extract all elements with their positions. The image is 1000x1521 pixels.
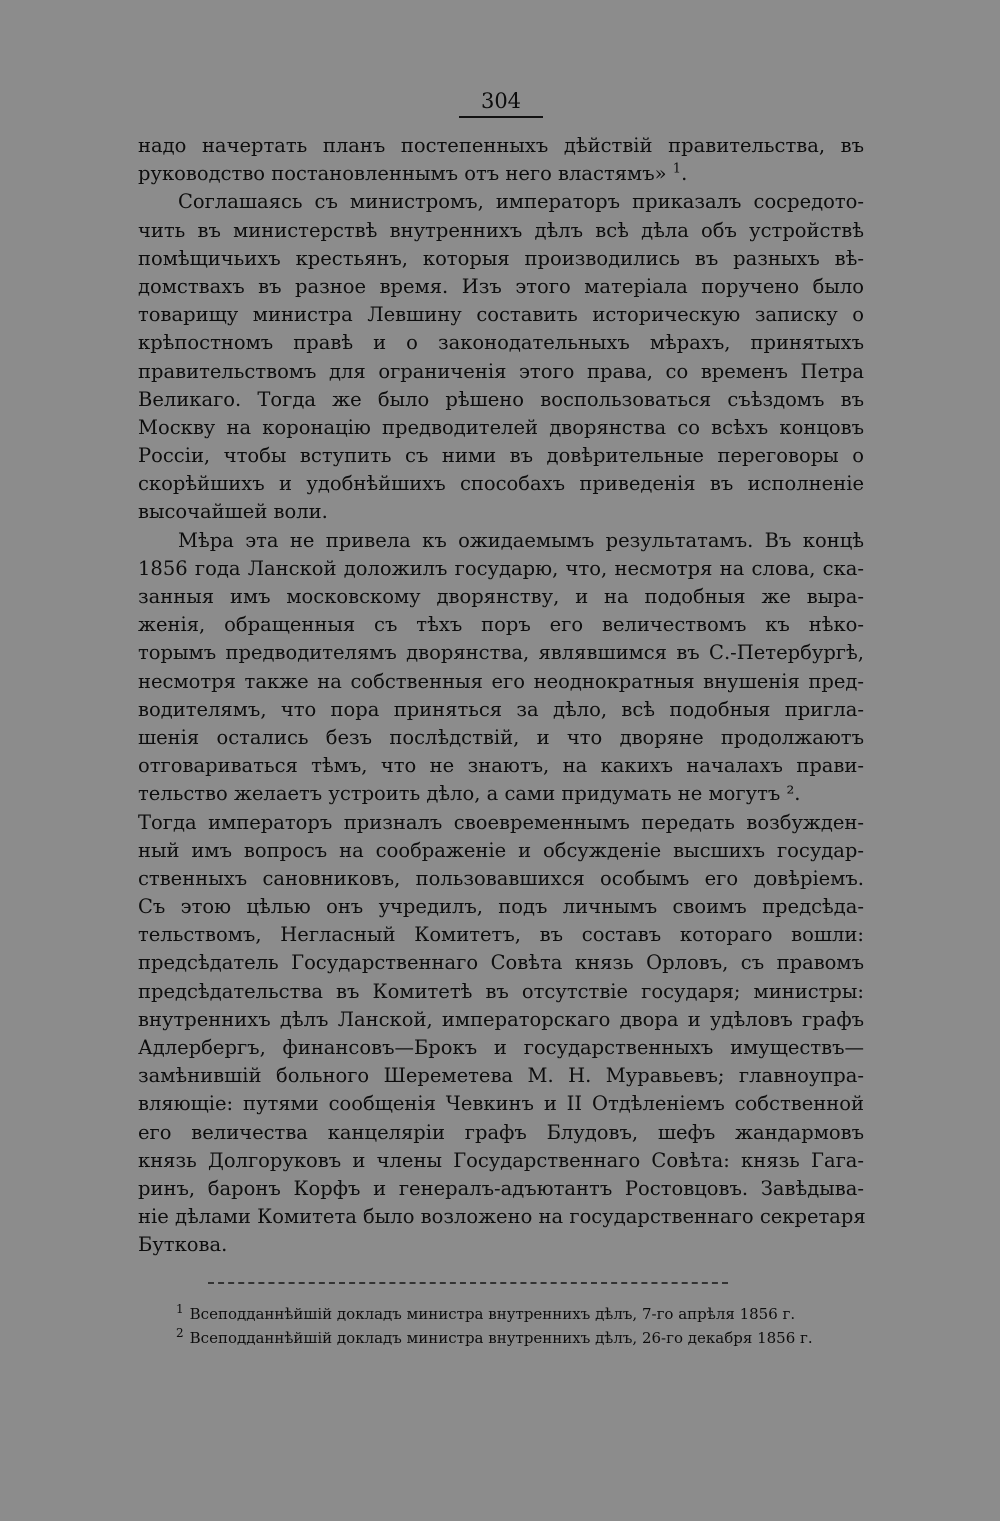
text-line: высочайшей воли. [138,500,328,524]
footnotes [138,1302,864,1350]
text-line: ный имъ вопросъ на соображеніе и обсужденіе высшихъ государ- [138,838,864,862]
text-line: вляющіе: путями сообщенія Чевкинъ и II Отдѣленіемъ собственной [138,1092,864,1116]
text-line: тельствомъ, Негласный Комитетъ, въ составъ котораго вошли: [138,923,864,947]
footnote [176,1302,864,1326]
paragraph [138,809,864,1260]
document-page [138,88,864,1350]
paragraph [138,188,864,526]
text-line: ніе дѣлами Комитета было возложено на государственнаго секретаря [138,1205,866,1229]
text-line: ринъ, баронъ Корфъ и генералъ-адъютантъ Ростовцовъ. Завѣдыва- [138,1176,864,1200]
footnote-mark: 2 [176,1325,184,1340]
text-line: Буткова. [138,1233,228,1257]
text-line: Мѣра эта не привела къ ожидаемымъ результатамъ. Въ концѣ [178,528,864,552]
text-line: занныя имъ московскому дворянству, и на подобныя же выра- [138,585,864,608]
page-number: 304 [459,88,543,118]
text-line: скорѣйшихъ и удобнѣйшихъ способахъ приведенія въ исполненіе [138,472,864,496]
text-line: предсѣдательства въ Комитетѣ въ отсутствіе государя; министры: [138,979,864,1003]
body-text [138,132,864,1260]
text-line: ственныхъ сановниковъ, пользовавшихся особымъ его довѣріемъ. [138,866,864,890]
text-line: Адлербергъ, финансовъ—Брокъ и государственныхъ имуществъ— [138,1036,864,1059]
text-line: несмотря также на собственныя его неоднократныя внушенія пред- [138,669,864,693]
text-line: Соглашаясь съ министромъ, императоръ приказалъ сосредото- [178,190,864,214]
text-line: чить въ министерствѣ внутреннихъ дѣлъ всѣ дѣла объ устройствѣ [138,218,864,242]
text-line: торымъ предводителямъ дворянства, являвшимся въ С.-Петербургѣ, [138,641,864,665]
text-line: Москву на коронацію предводителей дворянства со всѣхъ концовъ [138,415,864,439]
text-line: тельство желаетъ устроить дѣло, а сами придумать не могутъ ². [138,782,801,806]
text-line: руководство постановленнымъ отъ него властямъ» $^1$. [138,161,688,186]
text-line: водителямъ, что пора приняться за дѣло, всѣ подобныя пригла- [138,697,864,721]
text-line: помѣщичьихъ крестьянъ, которыя производились въ разныхъ вѣ- [138,246,864,270]
footnote [176,1326,864,1350]
text-line: женія, обращенныя съ тѣхъ поръ его величествомъ къ нѣко- [138,613,864,637]
footnote-mark: 1 [176,1301,184,1316]
footnote-separator [208,1282,728,1284]
text-line: замѣнившій больного Шереметева М. Н. Муравьевъ; главноупра- [138,1064,864,1088]
footnote-text: Всеподданнѣйшій докладъ министра внутреннихъ дѣлъ, 26-го декабря 1856 г. [189,1328,813,1347]
text-line: товарищу министра Левшину составить историческую записку о [138,303,864,327]
text-line: шенія остались безъ послѣдствій, и что дворяне продолжаютъ [138,725,864,749]
footnote-text: Всеподданнѣйшій докладъ министра внутреннихъ дѣлъ, 7-го апрѣля 1856 г. [189,1304,796,1323]
text-line: домствахъ въ разное время. Изъ этого матеріала поручено было [138,274,864,298]
footnote-ref[interactable]: 1 [672,161,682,177]
text-line: внутреннихъ дѣлъ Ланской, императорскаго двора и удѣловъ графъ [138,1007,864,1031]
footnote-suffix: . [681,162,688,186]
text-line: Тогда императоръ призналъ своевременнымъ передать возбужден- [138,810,864,834]
text-line: надо начертать планъ постепенныхъ дѣйствій правительства, въ [138,134,864,157]
text-line: Великаго. Тогда же было рѣшено воспользоваться съѣздомъ въ [138,387,864,411]
text-line: Съ этою цѣлью онъ учредилъ, подъ личнымъ своимъ предсѣда- [138,895,864,919]
text-line: 1856 года Ланской доложилъ государю, что, несмотря на слова, ска- [138,556,864,580]
text-line: правительствомъ для ограниченія этого права, со временъ Петра [138,359,864,383]
text-line: предсѣдатель Государственнаго Совѣта князь Орловъ, съ правомъ [138,951,864,975]
paragraph [138,527,864,809]
text-line: отговариваться тѣмъ, что не знаютъ, на какихъ началахъ прави- [138,754,864,778]
paragraph [138,132,864,188]
text-line: его величества канцеляріи графъ Блудовъ, шефъ жандармовъ [138,1120,864,1144]
text-line: Россіи, чтобы вступить съ ними въ довѣрительные переговоры о [138,444,864,468]
text-line: крѣпостномъ правѣ и о законодательныхъ мѣрахъ, принятыхъ [138,331,864,355]
text-line: князь Долгоруковъ и члены Государственнаго Совѣта: князь Гага- [138,1148,864,1172]
